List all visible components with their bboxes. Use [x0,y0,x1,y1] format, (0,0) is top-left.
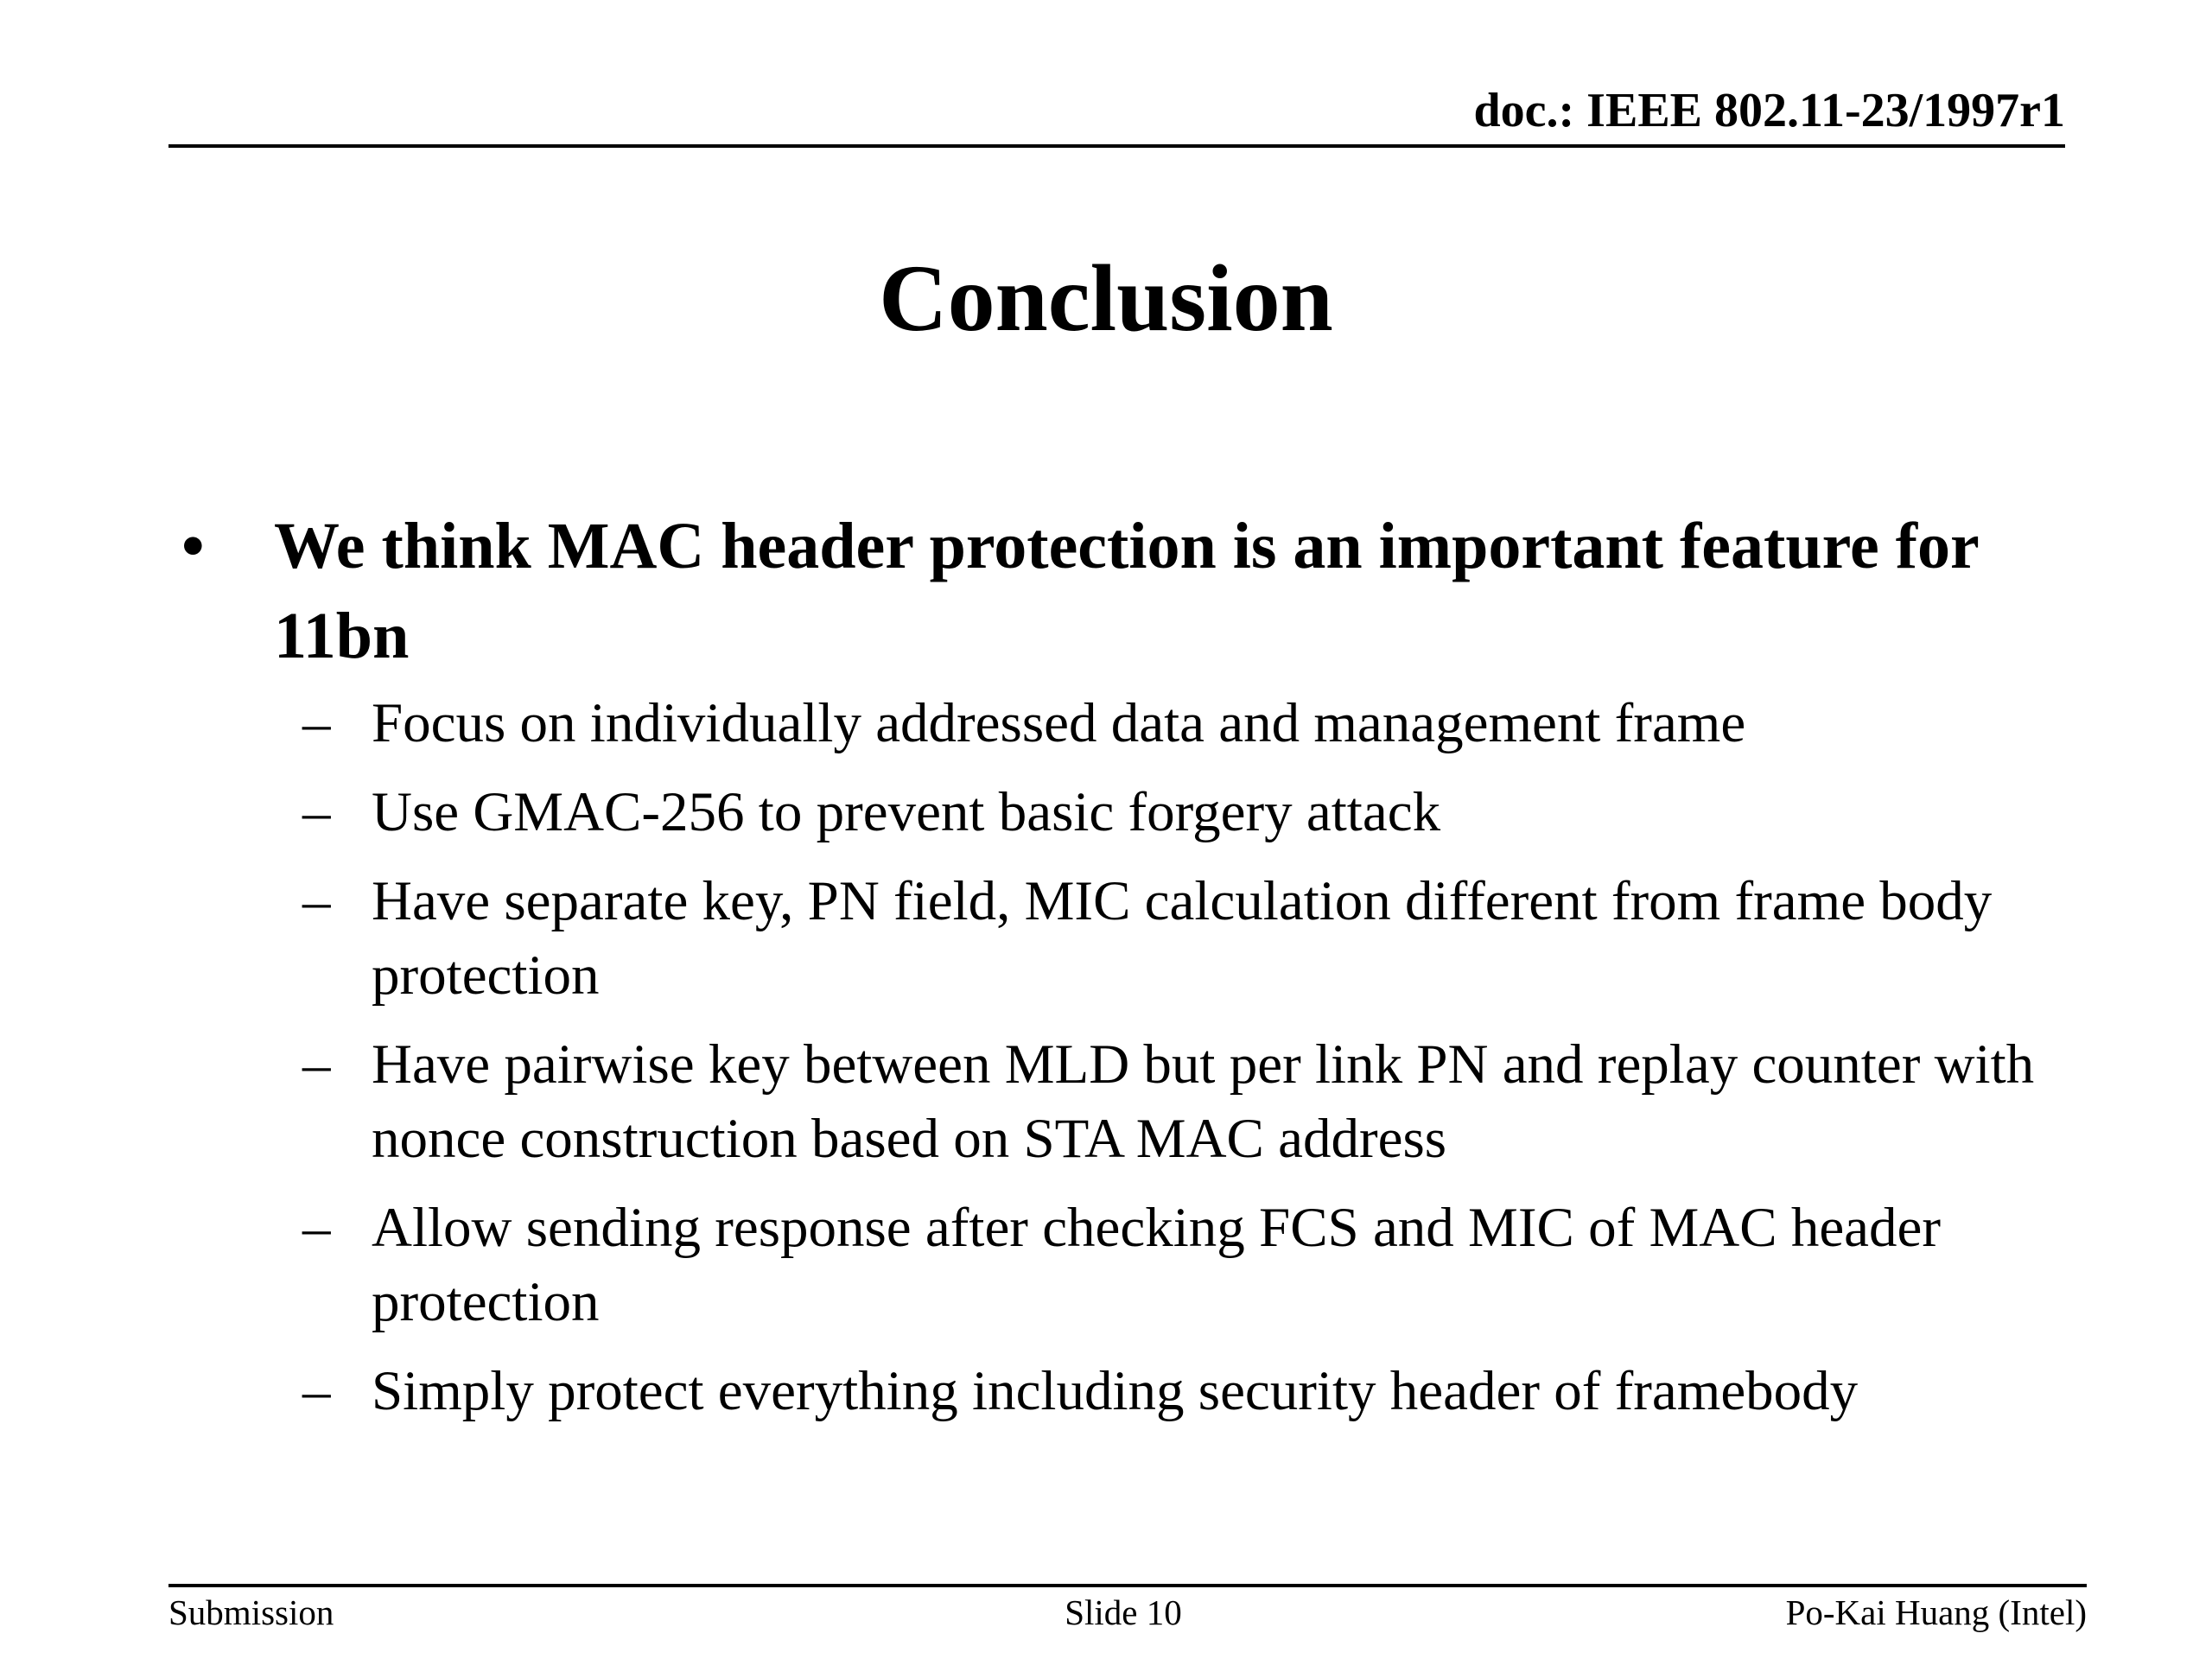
dash-marker: – [302,1197,331,1259]
bullet-text: We think MAC header protection is an important feature for 11bn [274,510,1979,672]
sub-bullet-text: Allow sending response after checking FCS and MIC of MAC header protection [372,1197,1942,1333]
bullet-marker: • [181,510,205,582]
slide-title: Conclusion [879,245,1333,351]
dash-marker: – [302,1033,331,1096]
sub-bullet-item [181,1191,2082,1339]
dash-marker: – [302,692,331,754]
document-id: doc.: IEEE 802.11-23/1997r1 [1473,84,2065,137]
sub-bullet-text: Have separate key, PN field, MIC calculation different from frame body protection [372,870,1993,1007]
header-divider [168,144,2065,148]
sub-bullet-list [181,686,2082,1428]
slide-body [181,501,2082,1443]
footer-slide-number: Slide 10 [1065,1592,1182,1632]
sub-bullet-text: Have pairwise key between MLD but per link PN and replay counter with nonce construction based on STA MAC address [372,1033,2035,1170]
dash-marker: – [302,1360,331,1422]
footer-divider [168,1584,2087,1587]
footer-author: Po-Kai Huang (Intel) [1785,1592,2087,1632]
dash-marker: – [302,870,331,932]
sub-bullet-text: Focus on individually addressed data and management frame [372,692,1746,754]
sub-bullet-item [181,1027,2082,1176]
sub-bullet-item [181,1354,2082,1428]
sub-bullet-item [181,864,2082,1013]
bullet-item [181,501,2082,681]
sub-bullet-item [181,775,2082,849]
sub-bullet-text: Simply protect everything including security header of framebody [372,1360,1859,1422]
sub-bullet-item [181,686,2082,760]
footer-submission: Submission [168,1592,334,1632]
dash-marker: – [302,781,331,843]
sub-bullet-text: Use GMAC-256 to prevent basic forgery attack [372,781,1441,843]
